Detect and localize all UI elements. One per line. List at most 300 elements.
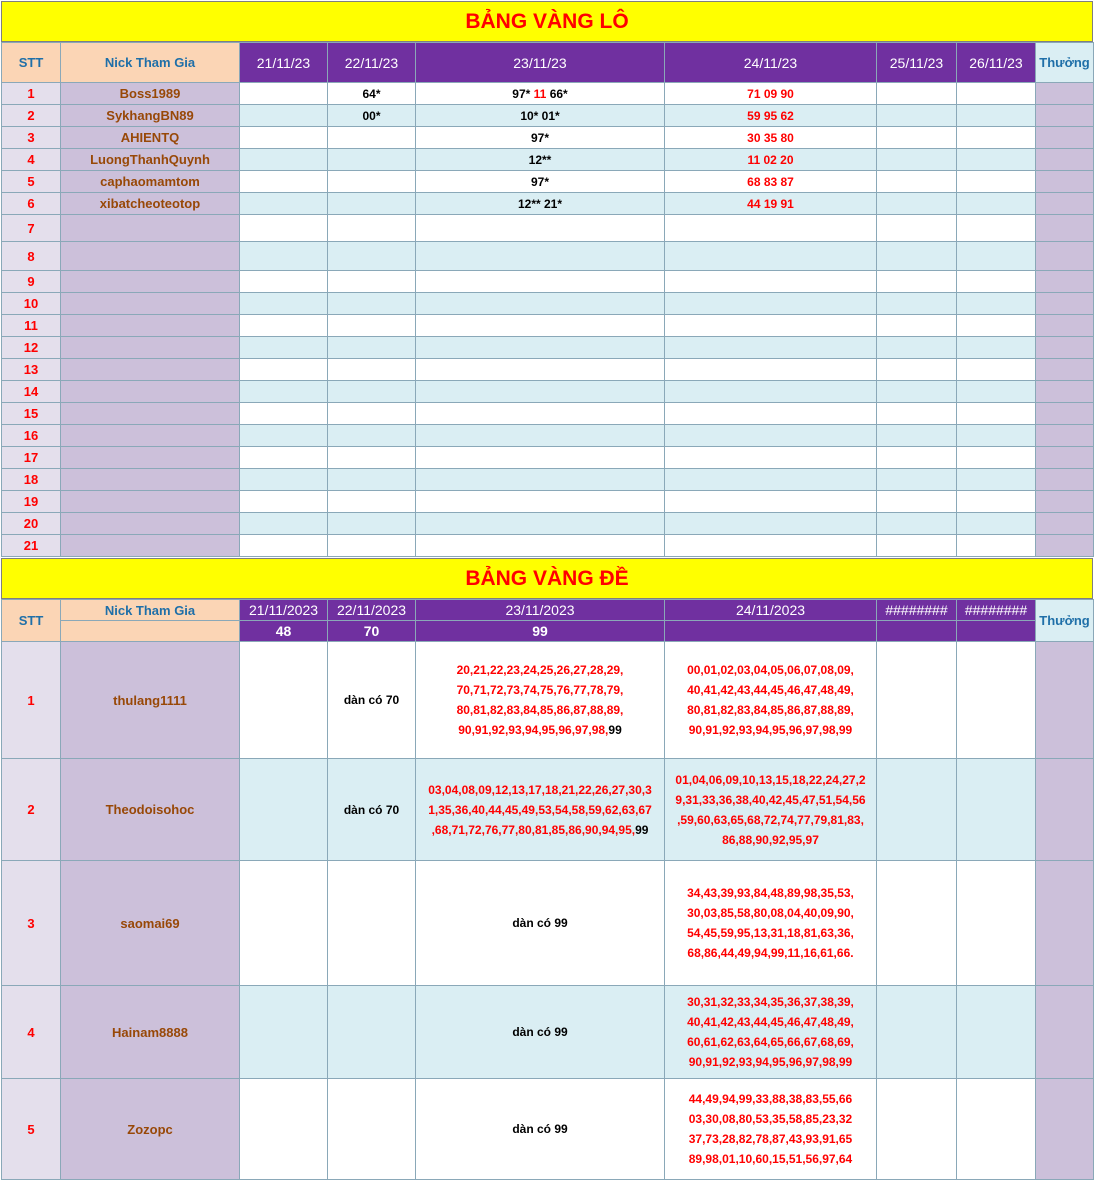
stt-cell: 15: [2, 403, 61, 425]
cell[interactable]: [416, 381, 665, 403]
pick-line: 37,73,28,82,78,87,43,93,91,65: [688, 1132, 853, 1146]
thuong-cell[interactable]: [1036, 83, 1094, 105]
stt-cell: 1: [2, 642, 61, 759]
cell[interactable]: 97*: [416, 171, 665, 193]
nick-cell: SykhangBN89: [61, 105, 240, 127]
cell[interactable]: [328, 403, 416, 425]
thuong-cell[interactable]: [1036, 215, 1094, 242]
stt-cell: 18: [2, 469, 61, 491]
cell[interactable]: [416, 359, 665, 381]
cell[interactable]: [665, 337, 877, 359]
thuong-cell[interactable]: [1036, 861, 1094, 986]
cell[interactable]: [240, 381, 328, 403]
cell[interactable]: [328, 1079, 416, 1180]
pick-line: 80,81,82,83,84,85,86,87,88,89,: [456, 703, 624, 717]
cell[interactable]: [328, 469, 416, 491]
cell[interactable]: 68 83 87: [665, 171, 877, 193]
cell[interactable]: [665, 447, 877, 469]
cell[interactable]: [416, 513, 665, 535]
cell[interactable]: [416, 425, 665, 447]
de-result-row: [2, 621, 1094, 642]
pick-line: 68,86,44,49,94,99,11,16,61,66.: [687, 946, 854, 960]
de-table: [1, 599, 1094, 1180]
cell[interactable]: [877, 127, 957, 149]
de-header-stt: STT: [2, 600, 61, 642]
thuong-cell[interactable]: [1036, 149, 1094, 171]
cell[interactable]: [957, 861, 1036, 986]
cell[interactable]: [957, 149, 1036, 171]
cell[interactable]: 00*: [328, 105, 416, 127]
cell[interactable]: 12** 21*: [416, 193, 665, 215]
cell[interactable]: [957, 215, 1036, 242]
cell[interactable]: [416, 293, 665, 315]
nick-cell[interactable]: [61, 271, 240, 293]
de-result-cell: 70: [328, 621, 416, 642]
table-row: [2, 193, 1094, 215]
cell[interactable]: 11 02 20: [665, 149, 877, 171]
de-header-date: ########: [957, 600, 1036, 621]
cell[interactable]: [328, 381, 416, 403]
cell[interactable]: 44 19 91: [665, 193, 877, 215]
cell[interactable]: [240, 105, 328, 127]
cell[interactable]: [877, 642, 957, 759]
de-result-cell: [665, 621, 877, 642]
cell[interactable]: [665, 293, 877, 315]
cell[interactable]: [877, 986, 957, 1079]
cell[interactable]: [957, 491, 1036, 513]
stt-cell: 4: [2, 149, 61, 171]
de-header-date: 21/11/2023: [240, 600, 328, 621]
pick-line: 30,03,85,58,80,08,04,40,09,90,: [687, 906, 854, 920]
table-row: [2, 642, 1094, 759]
cell[interactable]: [877, 315, 957, 337]
cell[interactable]: [665, 315, 877, 337]
cell[interactable]: [240, 642, 328, 759]
cell[interactable]: [328, 986, 416, 1079]
stt-cell: 19: [2, 491, 61, 513]
cell[interactable]: [240, 469, 328, 491]
cell[interactable]: [957, 986, 1036, 1079]
cell[interactable]: [240, 447, 328, 469]
cell[interactable]: [416, 535, 665, 557]
cell[interactable]: [957, 425, 1036, 447]
cell[interactable]: [328, 425, 416, 447]
nick-cell[interactable]: [61, 513, 240, 535]
cell[interactable]: [328, 337, 416, 359]
cell[interactable]: [957, 642, 1036, 759]
stt-cell: 9: [2, 271, 61, 293]
cell[interactable]: [665, 381, 877, 403]
lo-header-nick: Nick Tham Gia: [61, 43, 240, 83]
table-row: [2, 171, 1094, 193]
cell[interactable]: [416, 759, 665, 861]
cell[interactable]: [240, 171, 328, 193]
cell[interactable]: [877, 171, 957, 193]
nick-cell[interactable]: [61, 447, 240, 469]
de-result-cell: 99: [416, 621, 665, 642]
pick-line: 90,91,92,93,94,95,96,97,98,99: [688, 723, 853, 737]
cell[interactable]: [877, 403, 957, 425]
lo-header-stt: STT: [2, 43, 61, 83]
cell[interactable]: [665, 491, 877, 513]
table-row: [2, 535, 1094, 557]
de-result-nick-blank: [61, 621, 240, 642]
table-row: [2, 759, 1094, 861]
table-row: [2, 337, 1094, 359]
de-header-nick: Nick Tham Gia: [61, 600, 240, 621]
nick-cell: AHIENTQ: [61, 127, 240, 149]
table-row: [2, 861, 1094, 986]
thuong-cell[interactable]: [1036, 127, 1094, 149]
de-header-date: 23/11/2023: [416, 600, 665, 621]
stt-cell: 6: [2, 193, 61, 215]
cell[interactable]: [416, 337, 665, 359]
cell[interactable]: [240, 315, 328, 337]
nick-cell[interactable]: [61, 359, 240, 381]
pick-line: 20,21,22,23,24,25,26,27,28,29,: [456, 663, 624, 677]
cell[interactable]: 12**: [416, 149, 665, 171]
stt-cell: 2: [2, 759, 61, 861]
nick-cell[interactable]: [61, 535, 240, 557]
cell[interactable]: [957, 171, 1036, 193]
pick-line: 1,35,36,40,44,45,49,53,54,58,59,62,63,67: [428, 802, 652, 817]
cell[interactable]: [665, 215, 877, 242]
nick-cell[interactable]: [61, 491, 240, 513]
cell[interactable]: [240, 271, 328, 293]
cell[interactable]: [416, 315, 665, 337]
lo-header-date: 25/11/23: [877, 43, 957, 83]
cell[interactable]: [957, 513, 1036, 535]
nick-cell[interactable]: [61, 242, 240, 271]
nick-cell: saomai69: [61, 861, 240, 986]
cell[interactable]: [877, 293, 957, 315]
pick-line: 44,49,94,99,33,88,38,83,55,66: [688, 1092, 853, 1106]
cell[interactable]: [240, 242, 328, 271]
cell[interactable]: [240, 986, 328, 1079]
cell[interactable]: [328, 447, 416, 469]
thuong-cell[interactable]: [1036, 337, 1094, 359]
cell[interactable]: 71 09 90: [665, 83, 877, 105]
pick-line: 40,41,42,43,44,45,46,47,48,49,: [687, 683, 854, 697]
cell[interactable]: [877, 381, 957, 403]
cell[interactable]: [957, 1079, 1036, 1180]
nick-cell: caphaomamtom: [61, 171, 240, 193]
cell[interactable]: [957, 469, 1036, 491]
cell[interactable]: [957, 359, 1036, 381]
thuong-cell[interactable]: [1036, 315, 1094, 337]
cell[interactable]: [328, 215, 416, 242]
table-row: [2, 149, 1094, 171]
thuong-cell[interactable]: [1036, 491, 1094, 513]
cell[interactable]: [957, 83, 1036, 105]
thuong-cell[interactable]: [1036, 193, 1094, 215]
stt-cell: 20: [2, 513, 61, 535]
nick-cell: thulang1111: [61, 642, 240, 759]
cell[interactable]: [240, 337, 328, 359]
cell[interactable]: dàn có 99: [416, 861, 665, 986]
cell[interactable]: [240, 1079, 328, 1180]
lo-header-thuong: Thưởng: [1036, 43, 1094, 83]
cell[interactable]: [240, 425, 328, 447]
lo-header-date: 21/11/23: [240, 43, 328, 83]
cell[interactable]: [416, 403, 665, 425]
cell[interactable]: [957, 315, 1036, 337]
cell[interactable]: [665, 513, 877, 535]
cell[interactable]: 10* 01*: [416, 105, 665, 127]
pick-line: 54,45,59,95,13,31,18,81,63,36,: [687, 926, 854, 940]
thuong-cell[interactable]: [1036, 759, 1094, 861]
cell[interactable]: dàn có 99: [416, 1079, 665, 1180]
stt-cell: 13: [2, 359, 61, 381]
cell[interactable]: [665, 861, 877, 986]
cell[interactable]: [328, 242, 416, 271]
nick-cell: Hainam8888: [61, 986, 240, 1079]
cell[interactable]: [957, 403, 1036, 425]
nick-cell[interactable]: [61, 469, 240, 491]
nick-cell: xibatcheoteotop: [61, 193, 240, 215]
cell[interactable]: [328, 271, 416, 293]
pick-line: 03,30,08,80,53,35,58,85,23,32: [688, 1112, 853, 1126]
cell[interactable]: [328, 315, 416, 337]
cell[interactable]: [877, 759, 957, 861]
cell[interactable]: [328, 293, 416, 315]
thuong-cell[interactable]: [1036, 403, 1094, 425]
pick-line: 9,31,33,36,38,40,42,45,47,51,54,56: [675, 792, 866, 807]
de-result-cell: [957, 621, 1036, 642]
cell[interactable]: [328, 513, 416, 535]
cell[interactable]: [328, 127, 416, 149]
cell[interactable]: [240, 127, 328, 149]
pick-line: 30,31,32,33,34,35,36,37,38,39,: [687, 995, 854, 1009]
thuong-cell[interactable]: [1036, 535, 1094, 557]
cell[interactable]: dàn có 70: [328, 759, 416, 861]
cell[interactable]: [328, 491, 416, 513]
table-row: [2, 242, 1094, 271]
cell[interactable]: 97*: [416, 127, 665, 149]
cell[interactable]: [877, 447, 957, 469]
pick-line: 01,04,06,09,10,13,15,18,22,24,27,2: [675, 772, 866, 787]
cell[interactable]: [665, 403, 877, 425]
cell[interactable]: [877, 193, 957, 215]
cell[interactable]: [957, 293, 1036, 315]
cell[interactable]: [957, 105, 1036, 127]
table-row: [2, 1079, 1094, 1180]
pick-line: 80,81,82,83,84,85,86,87,88,89,: [687, 703, 854, 717]
cell[interactable]: dàn có 99: [416, 986, 665, 1079]
cell[interactable]: [328, 149, 416, 171]
stt-cell: 7: [2, 215, 61, 242]
cell[interactable]: [328, 535, 416, 557]
stt-cell: 21: [2, 535, 61, 557]
cell[interactable]: [665, 359, 877, 381]
pick-text: 99: [635, 822, 649, 837]
cell[interactable]: [957, 193, 1036, 215]
thuong-cell[interactable]: [1036, 469, 1094, 491]
stt-cell: 3: [2, 127, 61, 149]
cell[interactable]: [240, 293, 328, 315]
cell[interactable]: [240, 759, 328, 861]
nick-cell[interactable]: [61, 315, 240, 337]
table-row: [2, 403, 1094, 425]
nick-cell[interactable]: [61, 337, 240, 359]
cell[interactable]: [240, 861, 328, 986]
cell[interactable]: dàn có 70: [328, 642, 416, 759]
cell[interactable]: [665, 271, 877, 293]
table-row: [2, 293, 1094, 315]
table-row: [2, 359, 1094, 381]
cell[interactable]: [665, 469, 877, 491]
cell[interactable]: [240, 491, 328, 513]
lo-header-row: [2, 43, 1094, 83]
cell[interactable]: [416, 215, 665, 242]
pick-line: 86,88,90,92,95,97: [722, 832, 819, 847]
cell[interactable]: [877, 271, 957, 293]
cell[interactable]: [665, 242, 877, 271]
cell[interactable]: [957, 759, 1036, 861]
cell[interactable]: [877, 469, 957, 491]
pick-line: 70,71,72,73,74,75,76,77,78,79,: [456, 683, 624, 697]
thuong-cell[interactable]: [1036, 986, 1094, 1079]
pick-line: 90,91,92,93,94,95,96,97,98,99: [688, 1055, 853, 1069]
stt-cell: 14: [2, 381, 61, 403]
cell[interactable]: [877, 215, 957, 242]
cell[interactable]: [416, 447, 665, 469]
cell[interactable]: 64*: [328, 83, 416, 105]
cell[interactable]: [665, 425, 877, 447]
cell[interactable]: [416, 242, 665, 271]
cell[interactable]: [416, 491, 665, 513]
stt-cell: 10: [2, 293, 61, 315]
thuong-cell[interactable]: [1036, 293, 1094, 315]
cell[interactable]: [665, 986, 877, 1079]
cell[interactable]: [957, 127, 1036, 149]
pick-line: 60,61,62,63,64,65,66,67,68,69,: [687, 1035, 854, 1049]
nick-cell[interactable]: [61, 293, 240, 315]
thuong-cell[interactable]: [1036, 447, 1094, 469]
stt-cell: 2: [2, 105, 61, 127]
stt-cell: 17: [2, 447, 61, 469]
cell[interactable]: [416, 271, 665, 293]
stt-cell: 8: [2, 242, 61, 271]
cell[interactable]: [328, 193, 416, 215]
nick-cell[interactable]: [61, 215, 240, 242]
pick-line: ,59,60,63,65,68,72,74,77,79,81,83,: [677, 812, 864, 827]
nick-cell: Zozopc: [61, 1079, 240, 1180]
pick-line: 03,04,08,09,12,13,17,18,21,22,26,27,30,3: [428, 782, 652, 797]
nick-cell[interactable]: [61, 403, 240, 425]
lo-header-date: 23/11/23: [416, 43, 665, 83]
cell[interactable]: [877, 535, 957, 557]
pick-line: 34,43,39,93,84,48,89,98,35,53,: [687, 886, 854, 900]
cell[interactable]: [877, 1079, 957, 1180]
cell[interactable]: [957, 271, 1036, 293]
cell[interactable]: [957, 381, 1036, 403]
cell[interactable]: [877, 425, 957, 447]
cell[interactable]: [877, 513, 957, 535]
cell[interactable]: [877, 337, 957, 359]
table-row: [2, 83, 1094, 105]
cell[interactable]: [416, 83, 665, 105]
pick-line: [416, 820, 664, 840]
stt-cell: 11: [2, 315, 61, 337]
cell[interactable]: [877, 105, 957, 127]
stt-cell: 4: [2, 986, 61, 1079]
thuong-cell[interactable]: [1036, 1079, 1094, 1180]
pick-text: 99: [608, 723, 622, 737]
cell[interactable]: [877, 83, 957, 105]
cell[interactable]: [665, 1079, 877, 1180]
cell[interactable]: [240, 513, 328, 535]
cell[interactable]: [240, 359, 328, 381]
cell[interactable]: 30 35 80: [665, 127, 877, 149]
stt-cell: 5: [2, 1079, 61, 1180]
cell[interactable]: [665, 759, 877, 861]
cell[interactable]: [240, 535, 328, 557]
thuong-cell[interactable]: [1036, 425, 1094, 447]
cell[interactable]: [877, 491, 957, 513]
cell[interactable]: [416, 642, 665, 759]
cell[interactable]: [957, 447, 1036, 469]
cell[interactable]: [240, 193, 328, 215]
thuong-cell[interactable]: [1036, 359, 1094, 381]
cell[interactable]: [877, 359, 957, 381]
thuong-cell[interactable]: [1036, 242, 1094, 271]
cell[interactable]: [957, 242, 1036, 271]
table-row: [2, 447, 1094, 469]
nick-cell[interactable]: [61, 381, 240, 403]
nick-cell: Boss1989: [61, 83, 240, 105]
cell[interactable]: 59 95 62: [665, 105, 877, 127]
thuong-cell[interactable]: [1036, 271, 1094, 293]
cell[interactable]: [957, 535, 1036, 557]
thuong-cell[interactable]: [1036, 105, 1094, 127]
table-row: [2, 271, 1094, 293]
cell[interactable]: [240, 215, 328, 242]
cell[interactable]: [328, 861, 416, 986]
table-row: [2, 127, 1094, 149]
cell[interactable]: [665, 535, 877, 557]
cell[interactable]: [240, 403, 328, 425]
cell[interactable]: [665, 642, 877, 759]
thuong-cell[interactable]: [1036, 381, 1094, 403]
de-header-date: 24/11/2023: [665, 600, 877, 621]
nick-cell: Theodoisohoc: [61, 759, 240, 861]
thuong-cell[interactable]: [1036, 642, 1094, 759]
stt-cell: 5: [2, 171, 61, 193]
table-row: [2, 215, 1094, 242]
cell[interactable]: [240, 149, 328, 171]
stt-cell: 3: [2, 861, 61, 986]
table-row: [2, 513, 1094, 535]
de-header-thuong: Thưởng: [1036, 600, 1094, 642]
cell[interactable]: [877, 242, 957, 271]
cell[interactable]: [328, 171, 416, 193]
nick-cell: LuongThanhQuynh: [61, 149, 240, 171]
nick-cell[interactable]: [61, 425, 240, 447]
pick-text: 97*: [512, 86, 531, 101]
cell[interactable]: [328, 359, 416, 381]
pick-line: 40,41,42,43,44,45,46,47,48,49,: [687, 1015, 854, 1029]
cell[interactable]: [240, 83, 328, 105]
cell[interactable]: [877, 149, 957, 171]
thuong-cell[interactable]: [1036, 513, 1094, 535]
cell[interactable]: [957, 337, 1036, 359]
cell[interactable]: [416, 469, 665, 491]
stt-cell: 1: [2, 83, 61, 105]
pick-text: 66*: [549, 86, 568, 101]
cell[interactable]: [877, 861, 957, 986]
thuong-cell[interactable]: [1036, 171, 1094, 193]
